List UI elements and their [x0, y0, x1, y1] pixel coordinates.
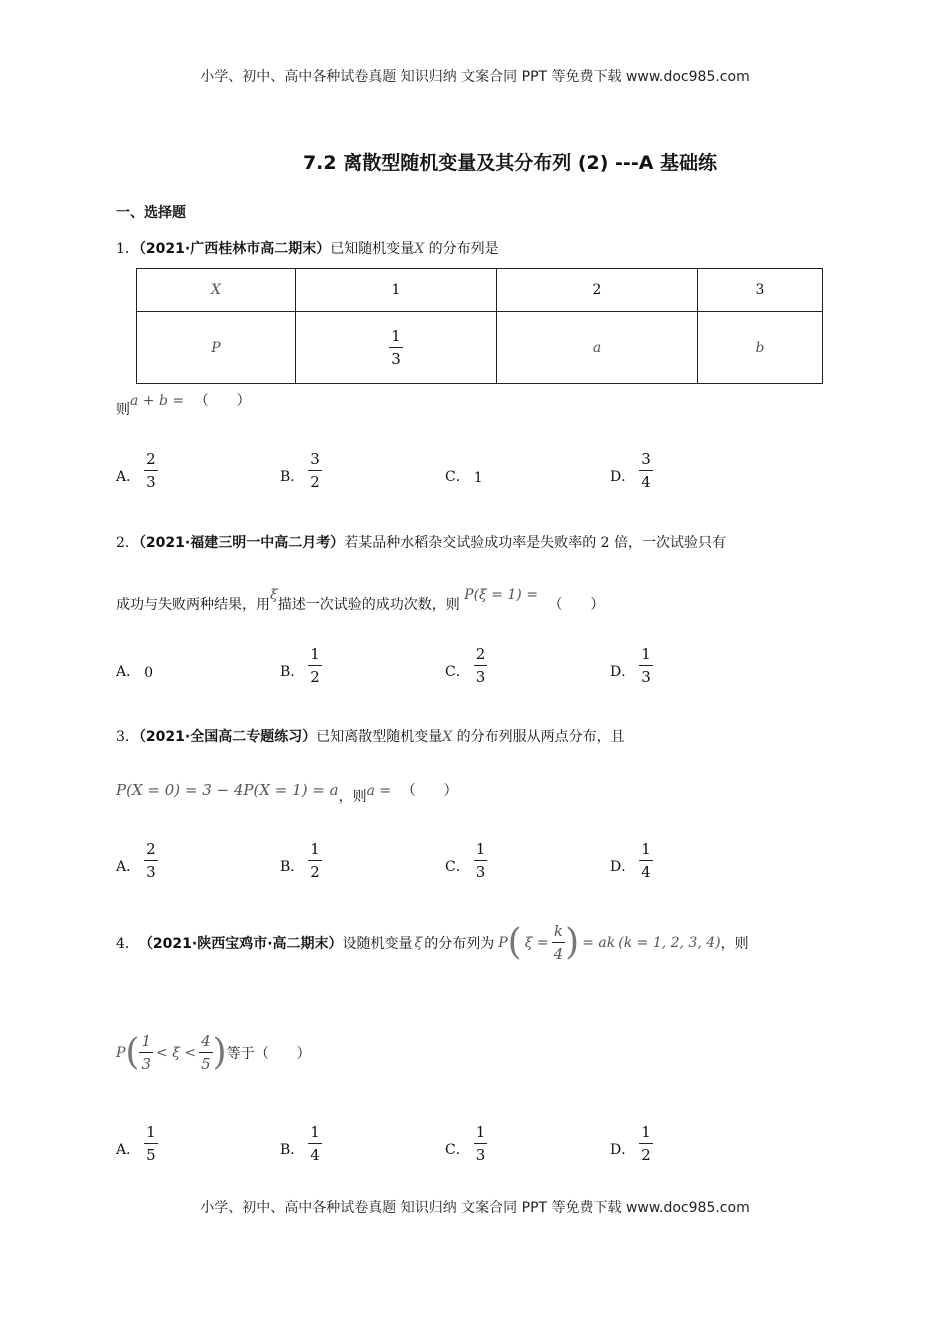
option-b[interactable]: B． $\frac{1}{2}$: [280, 840, 320, 881]
table-cell: a: [497, 312, 698, 384]
option-c[interactable]: C． $\frac{1}{3}$: [445, 840, 486, 881]
q4-stem-line2: P ( $\frac{1}{3}$ < ξ < $\frac{4}{5}$ ) 等于 （ ）: [116, 1032, 311, 1073]
option-a[interactable]: A． $\frac{2}{3}$: [116, 450, 156, 491]
table-cell: 3: [698, 269, 823, 312]
option-a[interactable]: A． 0: [116, 664, 154, 681]
q4-options: [116, 1103, 836, 1163]
option-b[interactable]: B． $\frac{3}{2}$: [280, 450, 320, 491]
q2-stem-line2: 成功与失败两种结果，用ξ描述一次试验的成功次数，则 P(ξ = 1) = （ ）: [116, 587, 605, 613]
table-cell: 2: [497, 269, 698, 312]
option-d[interactable]: D． $\frac{1}{2}$: [610, 1123, 651, 1164]
option-b[interactable]: B． $\frac{1}{4}$: [280, 1123, 320, 1164]
option-a[interactable]: A． $\frac{2}{3}$: [116, 840, 156, 881]
option-c[interactable]: C． $\frac{1}{3}$: [445, 1123, 486, 1164]
q2-stem: 2．（2021·福建三明一中高二月考）若某品种水稻杂交试验成功率是失败率的 2 倍，一次试验只有: [116, 535, 727, 551]
option-c[interactable]: C． 1: [445, 469, 483, 486]
table-cell: P: [137, 312, 296, 384]
option-d[interactable]: D． $\frac{1}{4}$: [610, 840, 651, 881]
option-c[interactable]: C． $\frac{2}{3}$: [445, 645, 486, 686]
q4-stem: 4． （2021·陕西宝鸡市·高二期末） 设随机变量 ξ 的分布列为 P ( ξ = $\frac{k}{4}$ ) = ak ( k = 1, 2, 3, 4 ) ，则: [116, 922, 749, 963]
q3-options: [116, 820, 836, 880]
q3-stem-line2: P(X = 0) = 3 − 4P(X = 1) = a，则a = （ ）: [116, 781, 458, 805]
table-cell: [296, 312, 497, 384]
q3-stem: 3．（2021·全国高二专题练习）已知离散型随机变量X 的分布列服从两点分布，且: [116, 729, 625, 745]
table-cell: 1: [296, 269, 497, 312]
option-d[interactable]: D． $\frac{1}{3}$: [610, 645, 651, 686]
fraction: $\frac{1}{3}$: [391, 327, 401, 368]
q2-options: [116, 625, 836, 685]
page-header: 小学、初中、高中各种试卷真题 知识归纳 文案合同 PPT 等免费下载 www.doc985.com: [200, 69, 750, 85]
q1-options: [116, 430, 836, 490]
section-heading: 一、选择题: [116, 205, 186, 221]
table-cell: b: [698, 312, 823, 384]
page-title: 7.2 离散型随机变量及其分布列 (2) ---A 基础练: [302, 152, 718, 174]
q1-then-line: 则a + b = （ ）: [116, 393, 251, 418]
page-footer: 小学、初中、高中各种试卷真题 知识归纳 文案合同 PPT 等免费下载 www.doc985.com: [200, 1200, 750, 1216]
q1-stem: 1．（2021·广西桂林市高二期末）已知随机变量X 的分布列是: [116, 241, 499, 257]
table-cell: X: [137, 269, 296, 312]
option-b[interactable]: B． $\frac{1}{2}$: [280, 645, 320, 686]
q1-distribution-table: [136, 268, 823, 384]
option-a[interactable]: A． $\frac{1}{5}$: [116, 1123, 156, 1164]
option-d[interactable]: D． $\frac{3}{4}$: [610, 450, 651, 491]
